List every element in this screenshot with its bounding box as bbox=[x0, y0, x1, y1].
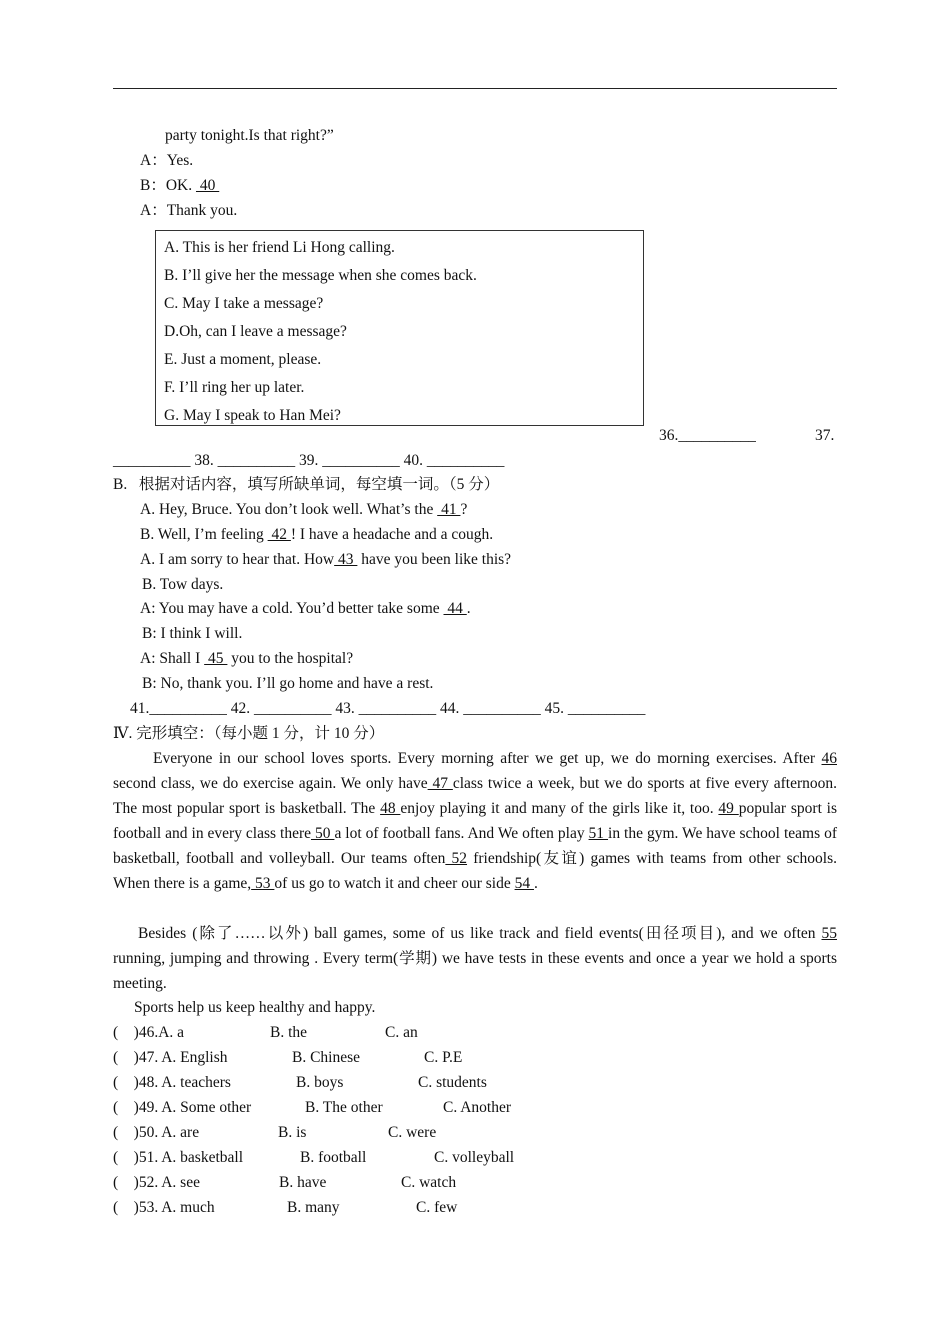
dialogue-line: B: I think I will. bbox=[142, 625, 243, 642]
option-item: F. I’ll ring her up later. bbox=[164, 379, 305, 396]
option-b: B. have bbox=[279, 1174, 327, 1191]
section-b-title: B. 根据对话内容，填写所缺单词，每空填一词。（5 分） bbox=[113, 476, 500, 493]
blank-41[interactable]: 41 bbox=[437, 501, 461, 518]
option-c: C. Another bbox=[443, 1099, 512, 1116]
dialogue-line: A. I am sorry to hear that. How 43 have you been like this? bbox=[140, 551, 512, 568]
blank-42[interactable]: 42 bbox=[267, 526, 291, 543]
dialogue-line: A: You may have a cold. You’d better take some 44 . bbox=[140, 600, 471, 617]
dialogue-line: A: Shall I 45 you to the hospital? bbox=[140, 650, 354, 667]
option-b: B. The other bbox=[305, 1099, 383, 1116]
cloze-paragraph-2: Besides (除了……以外) ball games, some of us like track and field events(田径项目), and we often 55 running, jumping and throwing . Every term(学期) we have tests in these events and once a year we hold a sports meeting. bbox=[113, 925, 837, 992]
cloze-paragraph-3: Sports help us keep healthy and happy. bbox=[134, 999, 376, 1016]
option-c: C. few bbox=[416, 1199, 458, 1216]
option-c: C. volleyball bbox=[434, 1149, 515, 1166]
dialogue-line: A：Yes. bbox=[140, 152, 194, 169]
blank-43[interactable]: 43 bbox=[334, 551, 358, 568]
question-num: ( )47. A. English bbox=[113, 1049, 228, 1066]
header-rule bbox=[113, 88, 837, 89]
dialogue-line: B: No, thank you. I’ll go home and have a rest. bbox=[142, 675, 434, 692]
question-num: ( )50. A. are bbox=[113, 1124, 200, 1141]
dialogue-line: B：OK. 40 bbox=[140, 177, 220, 194]
answer-blanks-37-40[interactable]: __________ 38. __________ 39. __________ 40. __________ bbox=[113, 452, 505, 469]
option-c: C. watch bbox=[401, 1174, 457, 1191]
dialogue-line: A. Hey, Bruce. You don’t look well. What’s the 41 ? bbox=[140, 501, 468, 518]
answer-blank-37[interactable]: 37. bbox=[815, 427, 835, 444]
blank-44[interactable]: 44 bbox=[443, 600, 467, 617]
option-item: G. May I speak to Han Mei? bbox=[164, 407, 341, 424]
answer-blank-36[interactable]: 36.__________ bbox=[659, 427, 756, 444]
cloze-title: Ⅳ. 完形填空：（每小题 1 分，计 10 分） bbox=[113, 725, 385, 742]
option-b: B. is bbox=[278, 1124, 307, 1141]
option-b: B. Chinese bbox=[292, 1049, 361, 1066]
option-c: C. an bbox=[385, 1024, 418, 1041]
option-item: A. This is her friend Li Hong calling. bbox=[164, 239, 395, 256]
option-b: B. boys bbox=[296, 1074, 344, 1091]
blank-40[interactable]: 40 bbox=[195, 177, 220, 194]
dialogue-line: party tonight.Is that right?” bbox=[165, 127, 334, 144]
option-b: B. many bbox=[287, 1199, 340, 1216]
option-c: C. students bbox=[418, 1074, 487, 1091]
option-item: C. May I take a message? bbox=[164, 295, 324, 312]
option-item: D.Oh, can I leave a message? bbox=[164, 323, 347, 340]
question-num: ( )52. A. see bbox=[113, 1174, 200, 1191]
option-item: B. I’ll give her the message when she comes back. bbox=[164, 267, 477, 284]
question-num: ( )49. A. Some other bbox=[113, 1099, 252, 1116]
dialogue-line: B. Tow days. bbox=[142, 576, 224, 593]
question-num: ( )51. A. basketball bbox=[113, 1149, 244, 1166]
option-b: B. football bbox=[300, 1149, 367, 1166]
question-num: ( )53. A. much bbox=[113, 1199, 215, 1216]
question-num: ( )48. A. teachers bbox=[113, 1074, 231, 1091]
option-c: C. P.E bbox=[424, 1049, 463, 1066]
option-item: E. Just a moment, please. bbox=[164, 351, 322, 368]
answer-blanks-41-45[interactable]: 41.__________ 42. __________ 43. __________ 44. __________ 45. __________ bbox=[130, 700, 646, 717]
blank-45[interactable]: 45 bbox=[204, 650, 228, 667]
question-num: ( )46.A. a bbox=[113, 1024, 185, 1041]
option-c: C. were bbox=[388, 1124, 437, 1141]
cloze-paragraph-1: Everyone in our school loves sports. Every morning after we get up, we do morning exercises. After 46 second class, we do exercise again. We only have 47 class twice a week, but we do sports at five every afternoon. The most popular sport is basketball. The 48 enjoy playing it and many of the girls like it, too. 49 popular sport is football and in every class there 50 a lot of football fans. And We often play 51 in the gym. We have school teams of basketball, football and volleyball. Our teams often 52 friendship(友谊) games with teams from other schools. When there is a game, 53 of us go to watch it and cheer our side 54 . bbox=[113, 750, 838, 892]
option-b: B. the bbox=[270, 1024, 308, 1041]
dialogue-line: A：Thank you. bbox=[140, 202, 238, 219]
dialogue-line: B. Well, I’m feeling 42 ! I have a headache and a cough. bbox=[140, 526, 494, 543]
